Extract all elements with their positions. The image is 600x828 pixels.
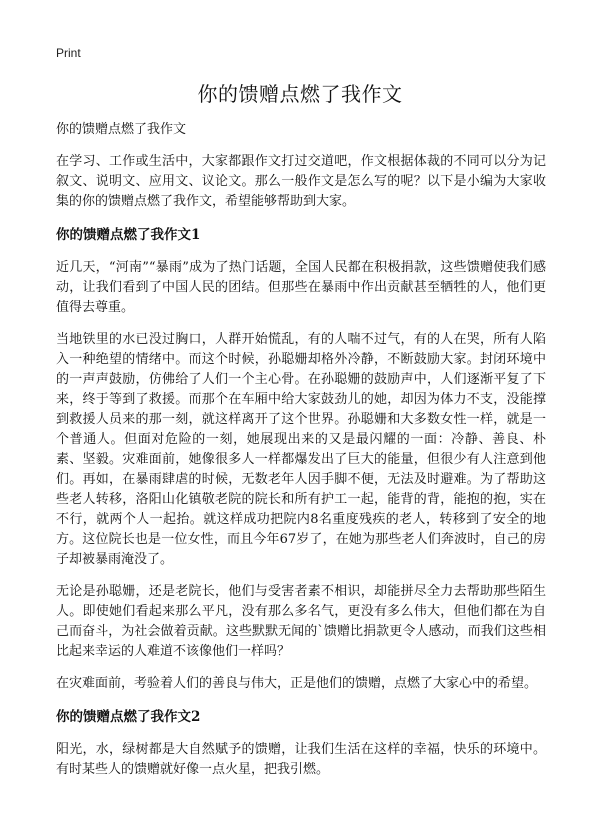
section-heading: 你的馈赠点燃了我作文1 xyxy=(56,227,201,243)
paragraph: 在灾难面前，考验着人们的善良与伟大，正是他们的馈赠，点燃了大家心中的希望。 xyxy=(56,676,538,691)
essay-section-1 xyxy=(56,224,546,694)
article-body xyxy=(56,120,546,792)
essay-section-2 xyxy=(56,706,546,780)
intro-paragraph: 在学习、工作或生活中，大家都跟作文打过交道吧，作文根据体裁的不同可以分为记叙文、说明文、应用文、议论文。那么一般作文是怎么写的呢？以下是小编为大家收集的你的馈赠点燃了我作文，希望能够帮助到大家。 xyxy=(56,154,546,209)
section-heading: 你的馈赠点燃了我作文2 xyxy=(56,709,201,725)
article-subtitle: 你的馈赠点燃了我作文 xyxy=(56,122,187,137)
paragraph: 近几天，“河南”“暴雨”成为了热门话题，全国人民都在积极捐款，这些馈赠使我们感动，让我们看到了中国人民的团结。但那些在暴雨中作出贡献甚至牺牲的人，他们更值得去尊重。 xyxy=(56,260,546,315)
paragraph: 阳光，水，绿树都是大自然赋予的馈赠，让我们生活在这样的幸福，快乐的环境中。有时某些人的馈赠就好像一点火星，把我引燃。 xyxy=(56,742,546,777)
page-title: 你的馈赠点燃了我作文 xyxy=(197,82,403,106)
print-link[interactable]: Print xyxy=(56,46,81,60)
paragraph: 无论是孙聪姗，还是老院长，他们与受害者素不相识，却能拼尽全力去帮助那些陌生人。即使她们看起来那么平凡，没有那么多名气，更没有多么伟大，但他们都在为自己而奋斗，为社会做着贡献。这些默默无闻的`馈赠比捐款更令人感动，而我们这些相比起来幸运的人难道不该像他们一样吗？ xyxy=(56,584,546,659)
paragraph: 当地铁里的水已没过胸口，人群开始慌乱，有的人喘不过气，有的人在哭，所有人陷入一种绝望的情绪中。而这个时候，孙聪姗却格外冷静，不断鼓励大家。封闭环境中的一声声鼓励，仿佛给了人们一个主心骨。在孙聪姗的鼓励声中，人们逐渐平复了下来，终于等到了救援。而那个在车厢中给大家鼓劲儿的她，却因为体力不支，没能撑到救援人员来的那一刻，就这样离开了这个世界。孙聪姗和大多数女性一样，就是一个普通人。但面对危险的一刻，她展现出来的又是最闪耀的一面：冷静、善良、朴素、坚毅。灾难面前，她像很多人一样都爆发出了巨大的能量，但很少有人注意到他们。再如，在暴雨肆虐的时候，无数老年人因手脚不便，无法及时避难。为了帮助这些老人转移，洛阳山化镇敬老院的院长和所有护工一起，能背的背，能抱的抱，实在不行，就两个人一起抬。就这样成功把院内8名重度残疾的老人，转移到了安全的地方。这位院长也是一位女性，而且今年67岁了，在她为那些老人们奔波时，自己的房子却被暴雨淹没了。 xyxy=(56,332,546,567)
